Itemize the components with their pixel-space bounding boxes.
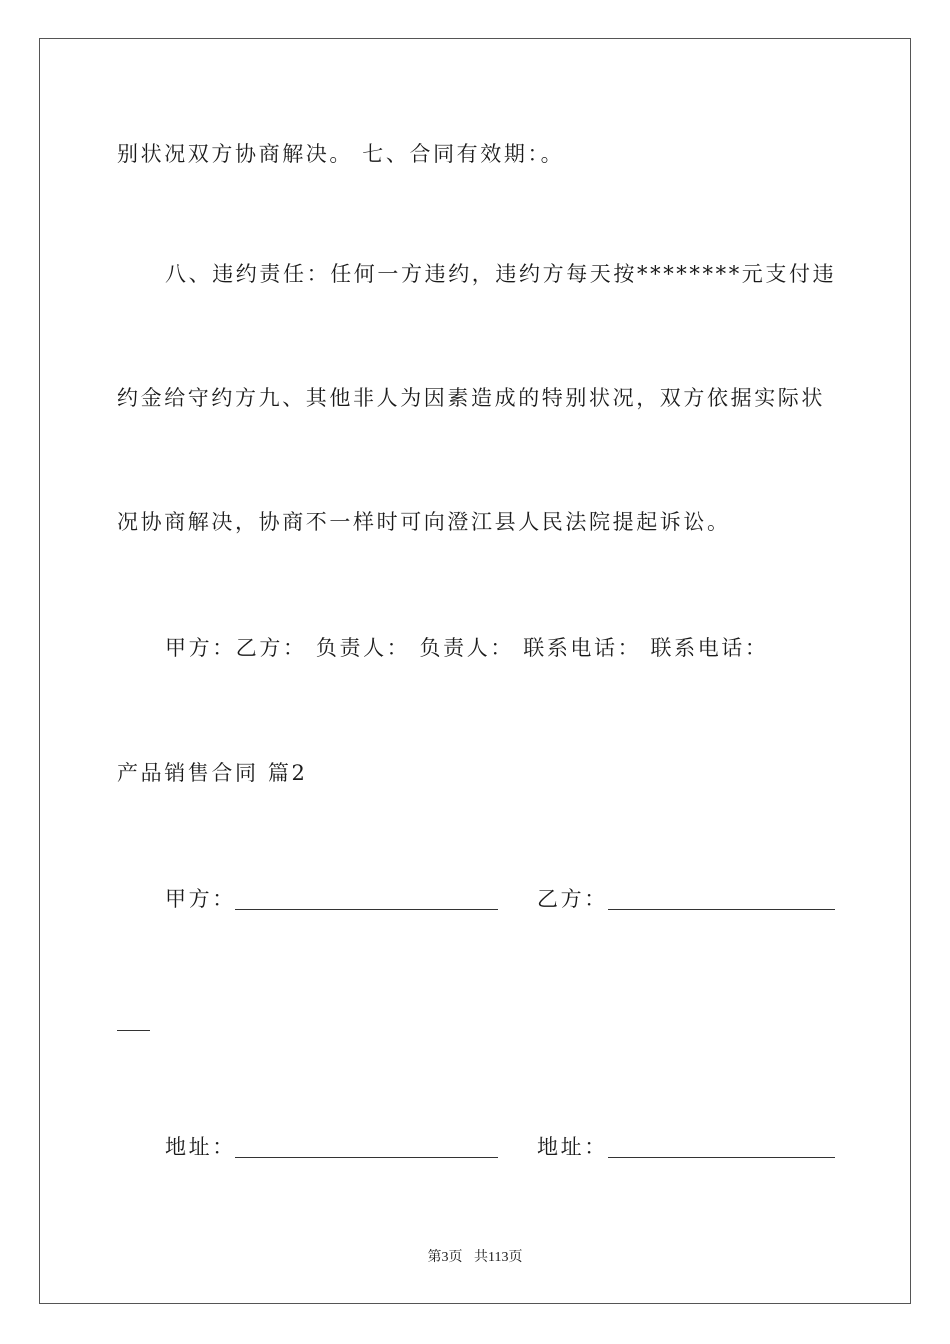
address-a-label: 地址： [165, 1135, 236, 1159]
party-b-label: 乙方： [537, 887, 608, 911]
signature-line: 甲方：乙方： 负责人： 负责人： 联系电话： 联系电话： [165, 636, 769, 660]
paragraph-line-1: 别状况双方协商解决。 七、合同有效期：。 [117, 142, 565, 166]
page-total: 共113页 [474, 1250, 523, 1265]
paragraph-line-4: 况协商解决，协商不一样时可向澄江县人民法院提起诉讼。 [117, 510, 731, 534]
address-b-label: 地址： [537, 1135, 608, 1159]
wrapped-blank-continuation[interactable] [117, 1030, 150, 1031]
address-b-blank[interactable] [608, 1157, 835, 1158]
page-number: 第3页 [427, 1250, 463, 1265]
party-a-label: 甲方： [165, 887, 236, 911]
paragraph-line-2: 八、违约责任：任何一方违约，违约方每天按********元支付违 [165, 262, 837, 286]
address-a-blank[interactable] [235, 1157, 498, 1158]
page-border [39, 38, 911, 1304]
page-footer [0, 1246, 950, 1266]
address-row [165, 1133, 835, 1163]
paragraph-line-3: 约金给守约方九、其他非人为因素造成的特别状况，双方依据实际状 [117, 386, 825, 410]
party-row [165, 885, 835, 915]
section-heading: 产品销售合同 篇2 [117, 761, 308, 785]
party-b-blank[interactable] [608, 909, 835, 910]
party-a-blank[interactable] [235, 909, 498, 910]
